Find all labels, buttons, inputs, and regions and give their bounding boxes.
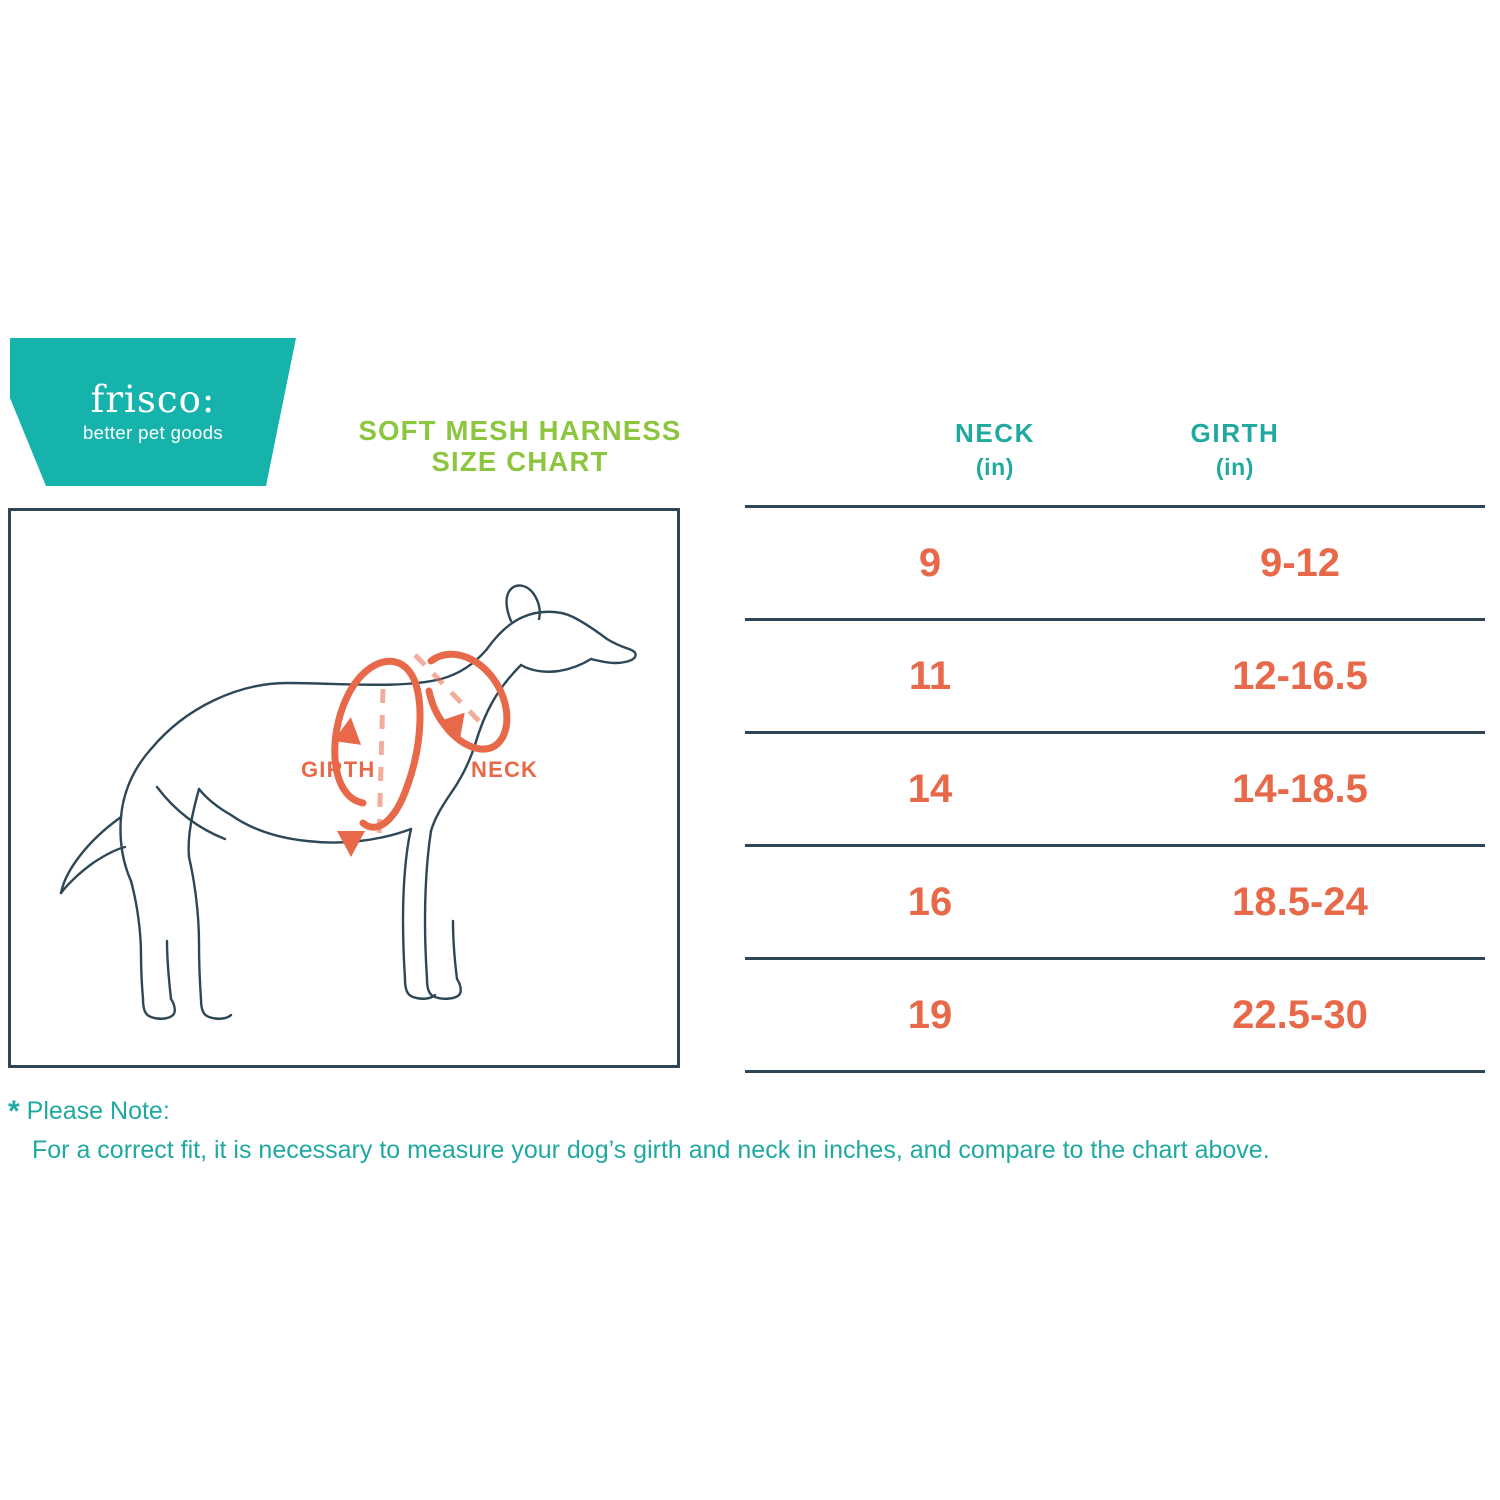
page-title xyxy=(330,415,710,477)
dog-illustration-panel xyxy=(8,508,680,1068)
cell-girth: 9-12 xyxy=(1115,507,1485,620)
column-header-neck-name: NECK xyxy=(954,418,1036,448)
note-block xyxy=(8,1092,1478,1169)
cell-girth: 22.5-30 xyxy=(1115,959,1485,1072)
cell-neck: 9 xyxy=(745,507,1115,620)
neck-label: NECK xyxy=(471,757,539,782)
note-heading: Please Note: xyxy=(26,1097,170,1125)
brand-tagline: better pet goods xyxy=(82,422,224,443)
page-title-line1: SOFT MESH HARNESS xyxy=(358,415,682,446)
note-body: For a correct fit, it is necessary to measure your dog’s girth and neck in inches, and compare to the chart above. xyxy=(32,1136,1270,1164)
column-header-neck-unit: (in) xyxy=(975,454,1015,480)
girth-label: GIRTH xyxy=(301,757,376,782)
table-row xyxy=(745,846,1485,959)
cell-girth: 14-18.5 xyxy=(1115,733,1485,846)
column-header-girth-name: GIRTH xyxy=(1190,418,1280,448)
size-table xyxy=(745,505,1485,1073)
size-table-wrapper xyxy=(745,400,1485,1073)
brand-logo xyxy=(8,336,298,488)
column-header-neck xyxy=(875,416,1115,484)
asterisk-icon: * xyxy=(8,1095,20,1128)
cell-neck: 19 xyxy=(745,959,1115,1072)
cell-girth: 18.5-24 xyxy=(1115,846,1485,959)
logo-text-block xyxy=(8,380,298,445)
page-title-line2: SIZE CHART xyxy=(431,446,609,477)
column-header-girth xyxy=(1115,416,1355,484)
brand-name: frisco: xyxy=(90,378,216,421)
cell-neck: 14 xyxy=(745,733,1115,846)
table-row xyxy=(745,507,1485,620)
column-header-girth-unit: (in) xyxy=(1215,454,1255,480)
dog-measurement-diagram xyxy=(11,511,677,1065)
table-row xyxy=(745,733,1485,846)
table-row xyxy=(745,959,1485,1072)
cell-neck: 16 xyxy=(745,846,1115,959)
table-row xyxy=(745,620,1485,733)
table-header-row xyxy=(745,400,1485,505)
cell-neck: 11 xyxy=(745,620,1115,733)
cell-girth: 12-16.5 xyxy=(1115,620,1485,733)
